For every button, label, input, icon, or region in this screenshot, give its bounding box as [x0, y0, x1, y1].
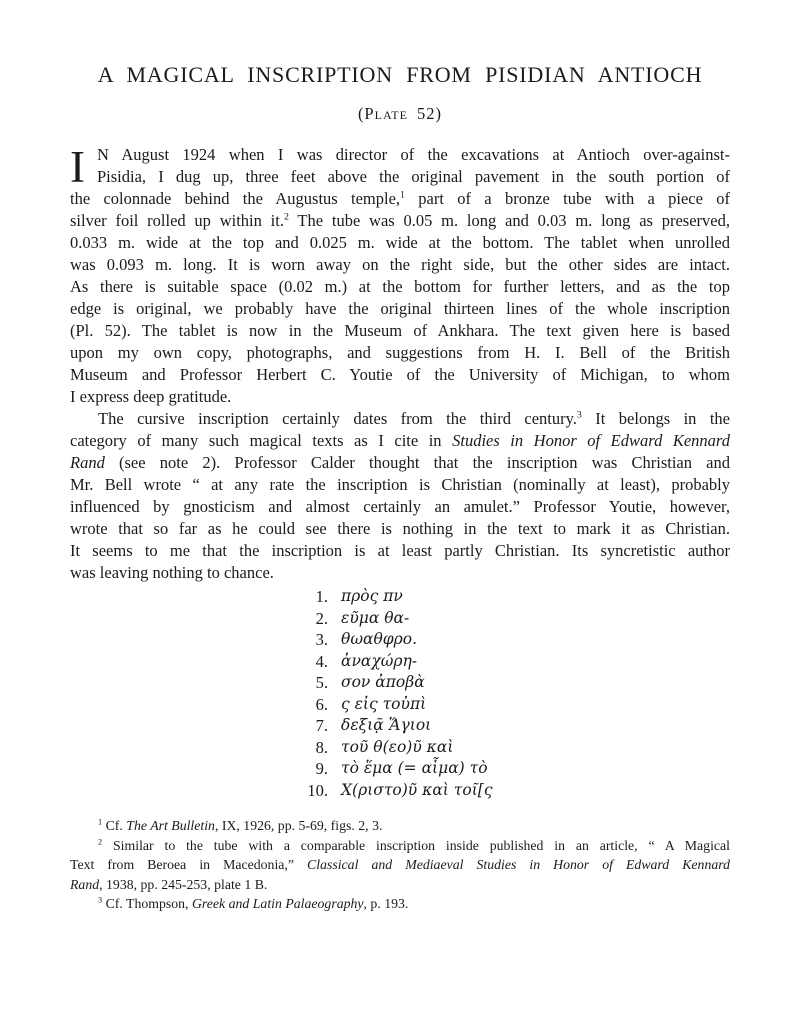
footnote-2-line: Text from Beroea in Macedonia,” Classical and Mediaeval Studies in Honor of Edward Kennard — [70, 857, 730, 872]
body-text-line: upon my own copy, photographs, and suggestions from H. I. Bell of the British — [70, 343, 730, 362]
body-text-line: It seems to me that the inscription is at least partly Christian. Its syncretistic author — [70, 541, 730, 560]
body-text-line: wrote that so far as he could see there is nothing in the text to mark it as Christian. — [70, 519, 730, 538]
discussion-paragraph — [70, 408, 730, 584]
inscription-line — [70, 737, 730, 759]
inscription-line-number: 4. — [315, 651, 328, 671]
body-text-line: Mr. Bell wrote “ at any rate the inscription is Christian (nominally at least), probably — [70, 475, 730, 494]
inscription-line-text: τὸ ἕμα (= αἷμα) τὸ — [341, 759, 488, 777]
inscription-line-number: 5. — [315, 673, 328, 692]
article-title: A MAGICAL INSCRIPTION FROM PISIDIAN ANTIOCH — [97, 62, 703, 87]
body-text-line: was leaving nothing to chance. — [70, 563, 274, 582]
footnote-3: $^3$ Cf. Thompson, Greek and Latin Palaeography, p. 193. — [98, 895, 409, 911]
body-text-line: As there is suitable space (0.02 m.) at the bottom for further letters, and as the top — [70, 277, 730, 296]
intro-paragraph — [70, 144, 730, 408]
inscription-line — [70, 672, 730, 694]
inscription-line-text: σον ἀποβὰ — [341, 673, 425, 691]
inscription-line-text: ς εἰς τοὐπὶ — [341, 694, 427, 713]
body-text-line: N August 1924 when I was director of the excavations at Antioch over-against- — [97, 145, 730, 164]
body-text-line: 0.033 m. wide at the top and 0.025 m. wide at the bottom. The tablet when unrolled — [70, 233, 730, 252]
inscription-line-number: 8. — [315, 737, 328, 757]
footnotes-section — [70, 816, 730, 914]
inscription-line-text: θωαθφρο. — [341, 630, 417, 648]
body-text-line: Rand (see note 2). Professor Calder thought that the inscription was Christian and — [70, 453, 730, 472]
body-text-line: Museum and Professor Herbert C. Youtie of the University of Michigan, to whom — [70, 365, 730, 384]
body-text-line: was 0.093 m. long. It is worn away on the right side, but the other sides are intact. — [70, 255, 730, 274]
body-text-line: The cursive inscription certainly dates from the third century.$^3$ It belongs in the — [98, 409, 730, 428]
body-text-line: silver foil rolled up within it.$^2$ The tube was 0.05 m. long and 0.03 m. long as preserved, — [70, 211, 730, 230]
inscription-line-number: 6. — [315, 694, 328, 714]
body-text-line: edge is original, we probably have the original thirteen lines of the whole inscription — [70, 299, 730, 318]
body-text-line: influenced by gnosticism and almost certainly an amulet.” Professor Youtie, however, — [70, 497, 730, 516]
drop-cap-initial: I — [70, 142, 85, 192]
inscription-line-number: 1. — [315, 587, 328, 606]
inscription-line-number: 9. — [315, 759, 328, 778]
inscription-line-number: 10. — [307, 780, 328, 800]
inscription-line-text: εῦμα θα- — [341, 608, 410, 627]
body-text-line: the colonnade behind the Augustus temple,$^1$ part of a bronze tube with a piece of — [70, 189, 730, 208]
greek-inscription-list — [70, 586, 730, 801]
inscription-line — [70, 694, 730, 716]
inscription-line-text: πρὸς πν — [341, 587, 403, 605]
inscription-line-text: ἀναχώρη- — [341, 651, 418, 670]
body-text-line: category of many such magical texts as I cite in Studies in Honor of Edward Kennard — [70, 431, 730, 450]
body-text-line: Pisidia, I dug up, three feet above the original pavement in the south portion of — [97, 167, 730, 186]
inscription-line — [70, 608, 730, 630]
inscription-line — [70, 758, 730, 780]
inscription-line — [70, 651, 730, 673]
inscription-line — [70, 586, 730, 608]
inscription-line — [70, 780, 730, 802]
inscription-line-text: τοῦ θ(εο)ῦ καὶ — [341, 737, 454, 756]
inscription-line — [70, 629, 730, 651]
inscription-line-number: 2. — [315, 608, 328, 628]
inscription-line — [70, 715, 730, 737]
inscription-line-text: δεξιᾷ Ἅγιοι — [341, 716, 432, 734]
plate-reference: (Plate 52) — [357, 104, 443, 123]
footnote-2-line: $^2$ Similar to the tube with a comparable inscription inside published in an article, “ A Magical — [98, 836, 730, 853]
footnote-1: $^1$ Cf. The Art Bulletin, IX, 1926, pp. 5-69, figs. 2, 3. — [98, 817, 383, 833]
inscription-line-number: 3. — [315, 630, 328, 649]
inscription-line-number: 7. — [315, 716, 328, 735]
footnote-2-line: Rand, 1938, pp. 245-253, plate 1 B. — [70, 876, 268, 892]
body-text-line: (Pl. 52). The tablet is now in the Museum of Ankhara. The text given here is based — [70, 321, 730, 340]
inscription-line-text: Χ(ριστο)ῦ καὶ τοῖ[ς — [341, 780, 493, 799]
body-text-line: I express deep gratitude. — [70, 387, 232, 406]
